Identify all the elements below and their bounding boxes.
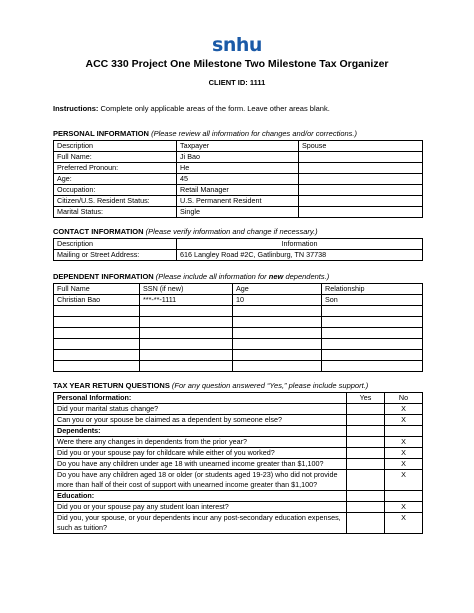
table-row: [54, 339, 423, 350]
personal-info-heading: [53, 129, 357, 138]
dependent-note-bold: new: [268, 272, 284, 281]
description-cell: Occupation:: [54, 185, 177, 196]
questions-heading: [53, 381, 368, 390]
snhu-logo: snhu: [212, 34, 262, 56]
header-cell: Description: [54, 141, 177, 152]
relationship-cell[interactable]: [322, 361, 423, 372]
table-row: [54, 350, 423, 361]
header-cell: Spouse: [299, 141, 423, 152]
description-cell: Full Name:: [54, 152, 177, 163]
table-header-row: [54, 393, 423, 404]
question-row: [54, 513, 423, 534]
name-cell[interactable]: [54, 339, 140, 350]
question-text: Do you have any children aged 18 or older (or students aged 19-23) who did not provide more than half of their cost of support with unearned income greater than $1,100?: [54, 470, 347, 491]
table-row: [54, 250, 423, 261]
yes-cell[interactable]: [347, 513, 385, 534]
relationship-cell[interactable]: [322, 350, 423, 361]
question-row: [54, 437, 423, 448]
name-cell[interactable]: [54, 328, 140, 339]
taxpayer-cell[interactable]: Single: [177, 207, 299, 218]
age-cell[interactable]: 10: [233, 295, 322, 306]
personal-heading-note: (Please review all information for changes and/or corrections.): [148, 129, 357, 138]
spouse-cell[interactable]: [299, 163, 423, 174]
no-cell[interactable]: X: [385, 502, 423, 513]
description-cell: Mailing or Street Address:: [54, 250, 177, 261]
dependent-info-table: [53, 283, 423, 372]
taxpayer-cell[interactable]: Retail Manager: [177, 185, 299, 196]
description-cell: Age:: [54, 174, 177, 185]
table-row: [54, 295, 423, 306]
no-cell[interactable]: X: [385, 437, 423, 448]
name-cell[interactable]: Christian Bao: [54, 295, 140, 306]
client-id: CLIENT ID: 1111: [208, 78, 266, 87]
no-cell[interactable]: X: [385, 470, 423, 491]
table-header-row: [54, 239, 423, 250]
relationship-cell[interactable]: [322, 328, 423, 339]
relationship-cell[interactable]: Son: [322, 295, 423, 306]
ssn-cell[interactable]: [140, 350, 233, 361]
question-row: [54, 448, 423, 459]
personal-heading-label: PERSONAL INFORMATION: [53, 129, 149, 138]
dependent-heading-note: [154, 272, 330, 281]
empty-cell: [385, 491, 423, 502]
no-cell[interactable]: X: [385, 404, 423, 415]
name-cell[interactable]: [54, 361, 140, 372]
no-cell[interactable]: X: [385, 459, 423, 470]
no-cell[interactable]: X: [385, 513, 423, 534]
ssn-cell[interactable]: [140, 339, 233, 350]
spouse-cell[interactable]: [299, 174, 423, 185]
spouse-cell[interactable]: [299, 207, 423, 218]
page-title: ACC 330 Project One Milestone Two Milestone Tax Organizer: [85, 58, 389, 70]
question-text: Were there any changes in dependents from the prior year?: [54, 437, 347, 448]
dependent-heading-label: DEPENDENT INFORMATION: [53, 272, 154, 281]
name-cell[interactable]: [54, 306, 140, 317]
questions-table: [53, 392, 423, 534]
question-row: [54, 470, 423, 491]
questions-heading-note: (For any question answered “Yes,” please include support.): [169, 381, 369, 390]
table-row: [54, 317, 423, 328]
table-row: [54, 185, 423, 196]
table-row: [54, 163, 423, 174]
table-row: [54, 328, 423, 339]
age-cell[interactable]: [233, 350, 322, 361]
question-row: [54, 415, 423, 426]
contact-heading-label: CONTACT INFORMATION: [53, 227, 144, 236]
table-row: [54, 306, 423, 317]
question-text: Did you, your spouse, or your dependents incur any post-secondary education expenses, such as tuition?: [54, 513, 347, 534]
instructions: [53, 104, 330, 113]
ssn-cell[interactable]: [140, 361, 233, 372]
no-cell[interactable]: X: [385, 448, 423, 459]
section-row: [54, 426, 423, 437]
yes-cell[interactable]: [347, 448, 385, 459]
question-text: Did your marital status change?: [54, 404, 347, 415]
header-cell: Relationship: [322, 284, 423, 295]
section-header-education: Education:: [54, 491, 347, 502]
empty-cell: [347, 491, 385, 502]
description-cell: Citizen/U.S. Resident Status:: [54, 196, 177, 207]
question-row: [54, 502, 423, 513]
header-cell-yes: Yes: [347, 393, 385, 404]
section-row: [54, 491, 423, 502]
age-cell[interactable]: [233, 339, 322, 350]
dependent-note-pre: (Please include all information for: [153, 272, 269, 281]
spouse-cell[interactable]: [299, 152, 423, 163]
age-cell[interactable]: [233, 361, 322, 372]
header-cell: Information: [177, 239, 423, 250]
table-row: [54, 174, 423, 185]
yes-cell[interactable]: [347, 437, 385, 448]
ssn-cell[interactable]: [140, 317, 233, 328]
dependent-note-post: dependents.): [283, 272, 330, 281]
question-text: Do you have any children under age 18 with unearned income greater than $1,100?: [54, 459, 347, 470]
ssn-cell[interactable]: ***-**-1111: [140, 295, 233, 306]
personal-info-table: [53, 140, 423, 218]
header-cell: SSN (if new): [140, 284, 233, 295]
ssn-cell[interactable]: [140, 328, 233, 339]
spouse-cell[interactable]: [299, 196, 423, 207]
relationship-cell[interactable]: [322, 317, 423, 328]
question-text: Did you or your spouse pay any student loan interest?: [54, 502, 347, 513]
empty-cell: [347, 426, 385, 437]
age-cell[interactable]: [233, 306, 322, 317]
table-row: [54, 196, 423, 207]
instructions-text: Complete only applicable areas of the form. Leave other areas blank.: [98, 104, 330, 113]
relationship-cell[interactable]: [322, 339, 423, 350]
table-row: [54, 152, 423, 163]
table-header-row: [54, 284, 423, 295]
no-cell[interactable]: X: [385, 415, 423, 426]
yes-cell[interactable]: [347, 470, 385, 491]
header-cell: Description: [54, 239, 177, 250]
taxpayer-cell[interactable]: U.S. Permanent Resident: [177, 196, 299, 207]
taxpayer-cell[interactable]: He: [177, 163, 299, 174]
instructions-label: Instructions:: [53, 104, 99, 113]
address-cell[interactable]: 616 Langley Road #2C, Gatlinburg, TN 37738: [177, 250, 423, 261]
age-cell[interactable]: [233, 317, 322, 328]
description-cell: Preferred Pronoun:: [54, 163, 177, 174]
questions-heading-label: TAX YEAR RETURN QUESTIONS: [53, 381, 170, 390]
taxpayer-cell[interactable]: Ji Bao: [177, 152, 299, 163]
question-row: [54, 404, 423, 415]
relationship-cell[interactable]: [322, 306, 423, 317]
ssn-cell[interactable]: [140, 306, 233, 317]
header-cell-no: No: [385, 393, 423, 404]
header-cell: Age: [233, 284, 322, 295]
table-row: [54, 207, 423, 218]
dependent-info-heading: [53, 272, 329, 281]
yes-cell[interactable]: [347, 459, 385, 470]
table-row: [54, 361, 423, 372]
section-header-dependents: Dependents:: [54, 426, 347, 437]
table-header-row: [54, 141, 423, 152]
empty-cell: [385, 426, 423, 437]
header-cell: Taxpayer: [177, 141, 299, 152]
header-cell: Full Name: [54, 284, 140, 295]
question-row: [54, 459, 423, 470]
contact-heading-note: (Please verify information and change if necessary.): [143, 227, 318, 236]
contact-info-table: [53, 238, 423, 261]
name-cell[interactable]: [54, 317, 140, 328]
spouse-cell[interactable]: [299, 185, 423, 196]
taxpayer-cell[interactable]: 45: [177, 174, 299, 185]
description-cell: Marital Status:: [54, 207, 177, 218]
contact-info-heading: [53, 227, 318, 236]
name-cell[interactable]: [54, 350, 140, 361]
question-text: Can you or your spouse be claimed as a dependent by someone else?: [54, 415, 347, 426]
yes-cell[interactable]: [347, 415, 385, 426]
age-cell[interactable]: [233, 328, 322, 339]
yes-cell[interactable]: [347, 502, 385, 513]
yes-cell[interactable]: [347, 404, 385, 415]
section-header-personal: Personal Information:: [54, 393, 347, 404]
question-text: Did you or your spouse pay for childcare while either of you worked?: [54, 448, 347, 459]
